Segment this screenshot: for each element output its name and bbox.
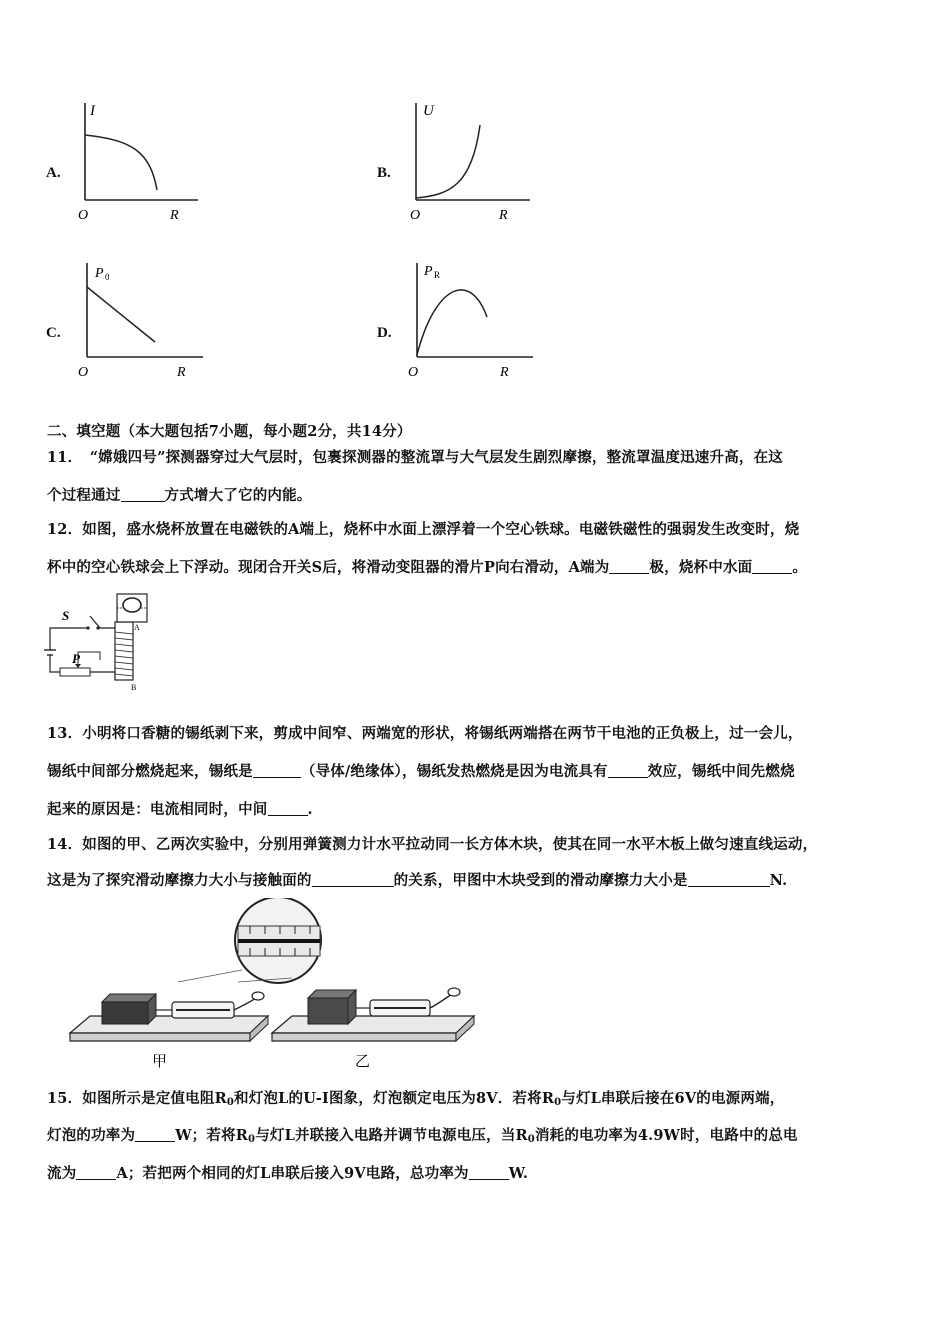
q15-line2: 灯泡的功率为 W；若将$R_0$与灯L并联接入电路并调节电源电压，当$R_0$消耗的电功率为4.9W时，电路中的总电 [47, 1127, 798, 1145]
q12-fig-s-label: S [62, 608, 70, 623]
q12-line2: 杯中的空心铁球会上下浮动。现闭合开关S后，将滑动变阻器的滑片P向右滑动，A端为 极，烧杯中水面 。 [47, 559, 808, 576]
q12-blank-1[interactable] [609, 559, 649, 575]
q15-blank-3[interactable] [469, 1165, 509, 1181]
option-c-label: C. [46, 325, 61, 341]
q15-blank-2[interactable] [76, 1165, 116, 1181]
q14-line2: 这是为了探究滑动摩擦力大小与接触面的 的关系，甲图中木块受到的滑动摩擦力大小是 N. [47, 872, 788, 889]
q15-line1: 15．如图所示是定值电阻$R_0$和灯泡L的U-I图象，灯泡额定电压为8V．若将$R_0$与灯L串联后接在6V的电源两端， [47, 1090, 785, 1108]
graph-a [60, 95, 220, 230]
option-b-label: B. [377, 165, 391, 181]
q14-experiment-figure [60, 898, 480, 1073]
graph-a-origin: O [78, 208, 89, 223]
q13-blank-2[interactable] [608, 763, 648, 779]
q12-fig-p-label: P [72, 651, 80, 666]
section-heading: 二、填空题（本大题包括7小题，每小题2分，共14分） [47, 423, 412, 440]
q14-fig-yi-label: 乙 [355, 1054, 371, 1070]
q12-circuit-figure [40, 590, 170, 700]
graph-c [60, 255, 220, 385]
q11-line2: 个过程通过 方式增大了它的内能。 [47, 487, 312, 504]
graph-b [390, 95, 550, 230]
graph-c-y-sub: 0 [105, 272, 110, 282]
graph-b-x-label: R [499, 208, 508, 223]
graph-d-y-sub: R [434, 270, 441, 280]
q13-line1: 13．小明将口香糖的锡纸剥下来，剪成中间窄、两端宽的形状，将锡纸两端搭在两节干电池的正负极上，过一会儿， [47, 725, 803, 742]
q15-blank-1[interactable] [135, 1127, 175, 1143]
option-d-label: D. [377, 325, 392, 341]
graph-d-y-label: P [424, 264, 433, 279]
q14-blank-2[interactable] [688, 872, 770, 888]
q15-line3: 流为 A；若把两个相同的灯L串联后接入9V电路，总功率为 W. [47, 1165, 529, 1182]
q14-line1: 14．如图的甲、乙两次实验中，分别用弹簧测力计水平拉动同一长方体木块，使其在同一水平木板上做匀速直线运动， [47, 836, 818, 853]
q13-line2: 锡纸中间部分燃烧起来，锡纸是 （导体/绝缘体），锡纸发热燃烧是因为电流具有 效应，锡纸中间先燃烧 [47, 763, 795, 780]
graph-d-origin: O [408, 365, 419, 380]
q12-blank-2[interactable] [752, 559, 792, 575]
q14-fig-jia-label: 甲 [152, 1054, 168, 1070]
graph-b-y-label: U [423, 103, 434, 119]
graph-c-y-label: P [95, 266, 104, 281]
q13-blank-1[interactable] [253, 763, 301, 779]
graph-d [390, 255, 550, 385]
graph-a-y-label: I [90, 103, 95, 119]
graph-b-origin: O [410, 208, 421, 223]
graph-a-x-label: R [170, 208, 179, 223]
q11-blank[interactable] [121, 487, 165, 503]
q11-line1: 11． “嫦娥四号”探测器穿过大气层时，包裹探测器的整流罩与大气层发生剧烈摩擦，整流罩温度迅速升高，在这 [47, 449, 784, 466]
q12-fig-b-label: B [131, 683, 137, 692]
q14-blank-1[interactable] [312, 872, 394, 888]
q12-line1: 12．如图，盛水烧杯放置在电磁铁的A端上，烧杯中水面上漂浮着一个空心铁球。电磁铁磁性的强弱发生改变时，烧 [47, 521, 800, 538]
graph-c-x-label: R [177, 365, 186, 380]
q12-fig-a-label: A [134, 623, 140, 632]
q13-blank-3[interactable] [268, 801, 308, 817]
graph-d-x-label: R [500, 365, 509, 380]
q13-line3: 起来的原因是：电流相同时，中间 . [47, 801, 313, 818]
graph-c-origin: O [78, 365, 89, 380]
option-a-label: A. [46, 165, 61, 181]
